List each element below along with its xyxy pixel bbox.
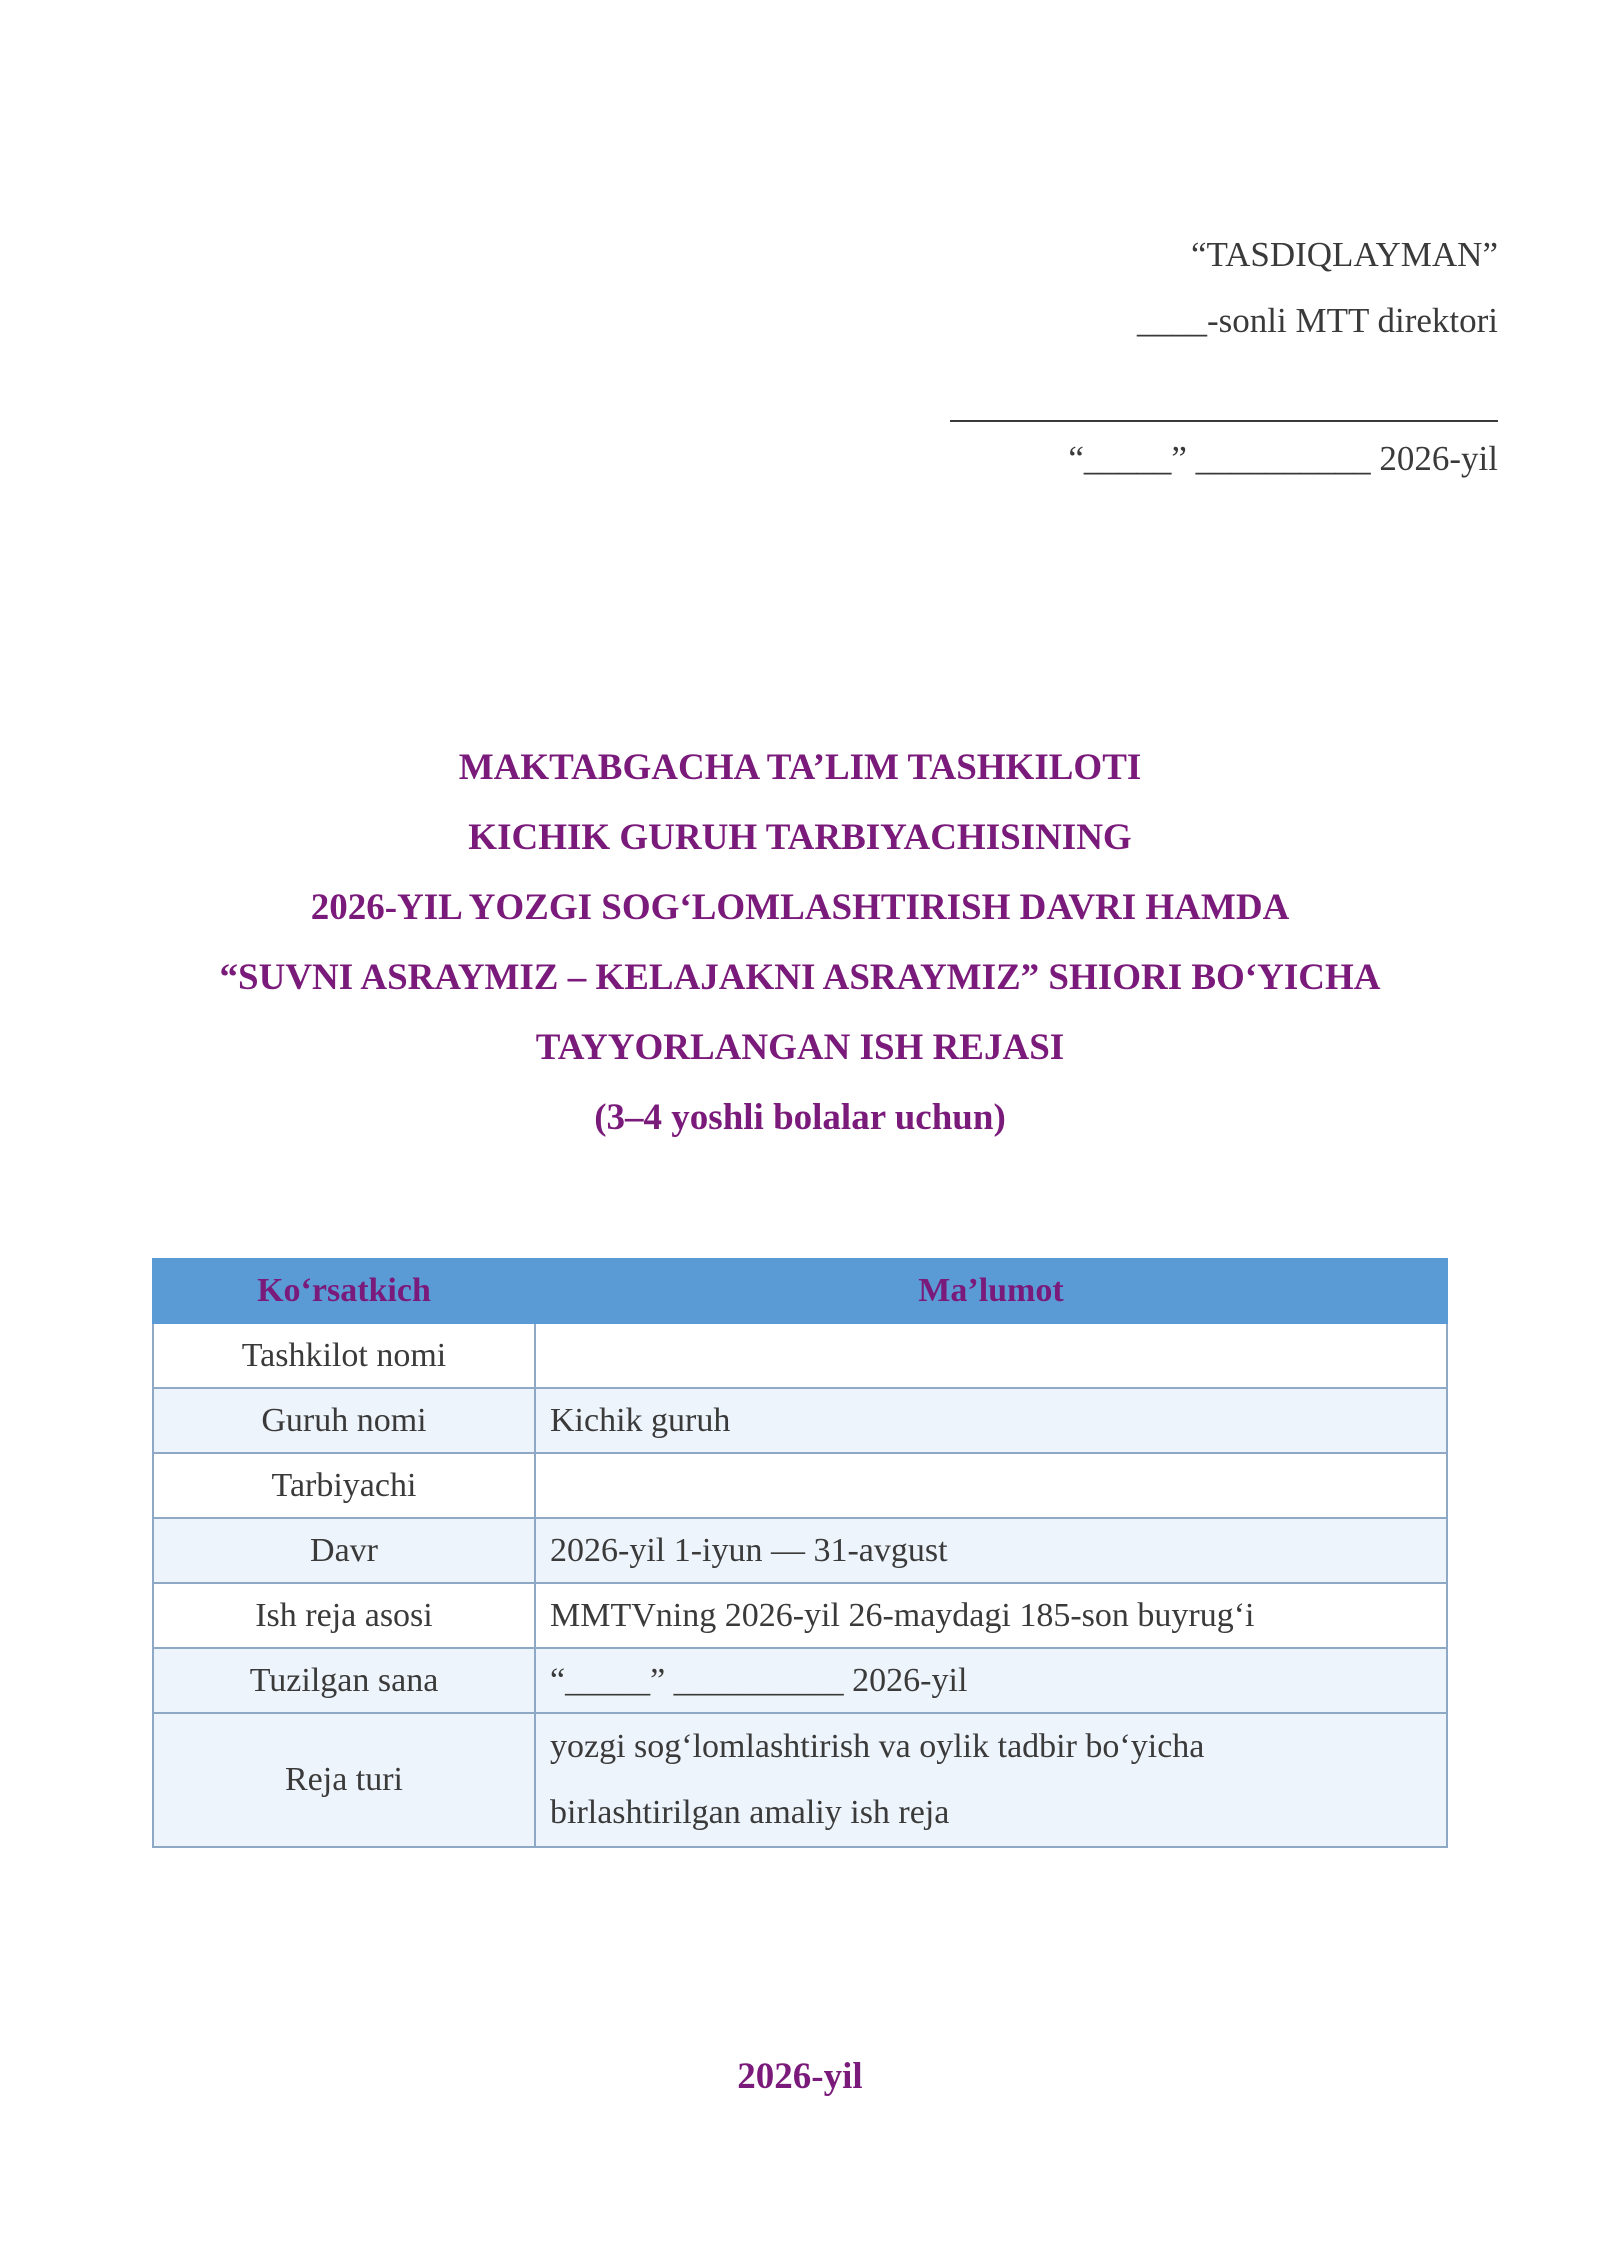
row-key-basis: Ish reja asosi [153,1583,535,1648]
footer-year: 2026-yil [737,2056,863,2097]
approval-block [938,222,1498,492]
row-value-basis: MMTVning 2026-yil 26-maydagi 185-son buyrug‘i [535,1583,1447,1648]
title-line-4: “SUVNI ASRAYMIZ – KELAJAKNI ASRAYMIZ” SHIORI BO‘YICHA [219,957,1381,998]
plan-type-line-2: birlashtirilgan amaliy ish reja [550,1794,950,1831]
table-row [153,1648,1447,1713]
title-line-5: TAYYORLANGAN ISH REJASI [535,1027,1065,1068]
title-line-1: MAKTABGACHA TA’LIM TASHKILOTI [458,747,1142,788]
table-row [153,1323,1447,1388]
plan-type-line-1: yozgi sog‘lomlashtirish va oylik tadbir bo‘yicha [550,1728,1205,1765]
title-subtitle: (3–4 yoshli bolalar uchun) [594,1097,1006,1138]
header-info: Ma’lumot [535,1259,1447,1323]
header-indicator: Ko‘rsatkich [153,1259,535,1323]
table-row [153,1518,1447,1583]
row-key-organization: Tashkilot nomi [153,1323,535,1388]
row-key-date: Tuzilgan sana [153,1648,535,1713]
table-row [153,1713,1447,1847]
title-line-2: KICHIK GURUH TARBIYACHISINING [468,817,1132,858]
row-key-plan-type: Reja turi [153,1713,535,1847]
row-value-organization [535,1323,1447,1388]
row-key-period: Davr [153,1518,535,1583]
table-header-row [153,1259,1447,1323]
table-row [153,1453,1447,1518]
row-value-group: Kichik guruh [535,1388,1447,1453]
title-line-3: 2026-YIL YOZGI SOG‘LOMLASHTIRISH DAVRI HAMDA [310,887,1290,928]
table-row [153,1388,1447,1453]
approval-title: “TASDIQLAYMAN” [1191,235,1498,274]
signature-line [950,354,1498,422]
approval-position: ____-sonli MTT direktori [1137,301,1498,340]
info-table [152,1258,1448,1848]
row-key-group: Guruh nomi [153,1388,535,1453]
row-value-date: “_____” __________ 2026-yil [535,1648,1447,1713]
approval-date: “_____” __________ 2026-yil [1068,439,1498,478]
row-key-teacher: Tarbiyachi [153,1453,535,1518]
row-value-plan-type [535,1713,1447,1847]
document-title [0,733,1600,1153]
row-value-teacher [535,1453,1447,1518]
row-value-period: 2026-yil 1-iyun — 31-avgust [535,1518,1447,1583]
table-row [153,1583,1447,1648]
